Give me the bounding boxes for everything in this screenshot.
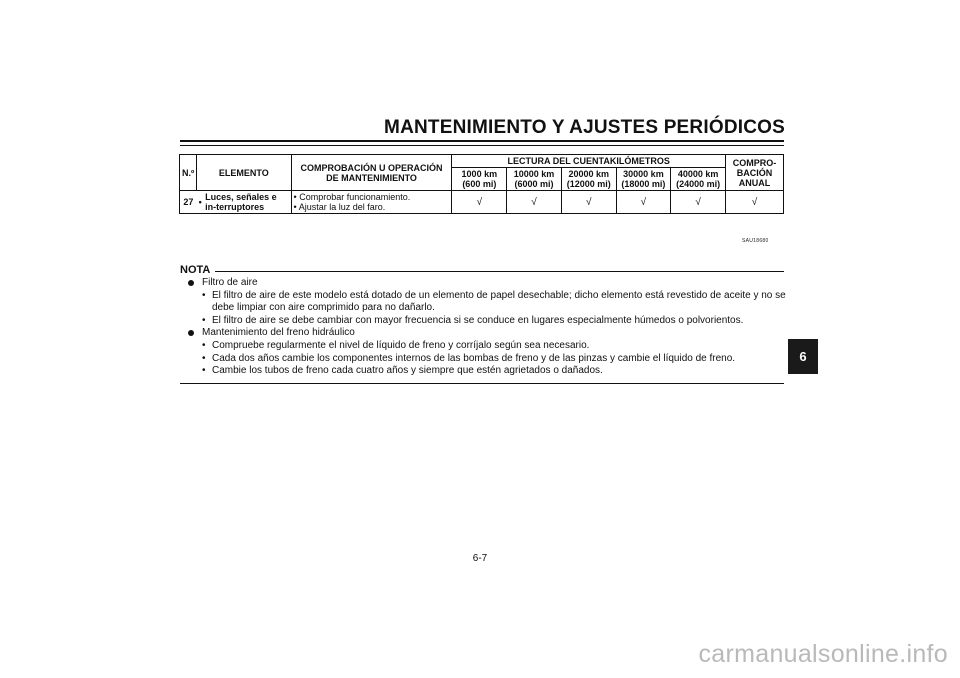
sub-list <box>188 340 788 378</box>
operation-line: • Comprobar funcionamiento. <box>293 192 411 202</box>
chapter-tab: 6 <box>788 339 818 374</box>
check-mark: √ <box>616 191 671 214</box>
bullet-icon <box>188 330 194 336</box>
header-element: ELEMENTO <box>197 155 291 191</box>
header-operation: COMPROBACIÓN U OPERACIÓN DE MANTENIMIENTO <box>291 155 452 191</box>
header-annual: COMPRO-BACIÓN ANUAL <box>725 155 783 191</box>
table-row <box>180 191 784 214</box>
operation-line: • Ajustar la luz del faro. <box>293 202 386 212</box>
reference-code: SAU18680 <box>742 238 769 244</box>
sub-bullet-icon: • <box>202 314 206 326</box>
nota-item-title: Mantenimiento del freno hidráulico <box>202 327 355 339</box>
header-no: N.º <box>180 155 197 191</box>
sub-list-item: • Cada dos años cambie los componentes internos de las bombas de freno y de las pinzas y cambie el líquido de freno. <box>202 352 736 364</box>
row-marker: • <box>197 191 203 214</box>
title-rule <box>180 140 784 142</box>
sub-bullet-icon: • <box>202 365 206 377</box>
check-mark: √ <box>452 191 507 214</box>
sub-list-item: • El filtro de aire se debe cambiar con mayor frecuencia si se conduce en lugares especialmente húmedos o polvorientos. <box>202 314 744 326</box>
nota-rule-bottom <box>180 383 784 384</box>
title-rule-thin <box>180 145 784 146</box>
sub-list <box>188 290 788 328</box>
check-mark: √ <box>671 191 726 214</box>
sub-bullet-icon: • <box>202 339 206 351</box>
page-number: 6-7 <box>472 553 488 564</box>
sub-list-item: • Cambie los tubos de freno cada cuatro años y siempre que estén agrietados o dañados. <box>202 365 603 377</box>
nota-body <box>188 277 788 378</box>
page-title: MANTENIMIENTO Y AJUSTES PERIÓDICOS <box>384 117 785 138</box>
check-mark: √ <box>561 191 616 214</box>
list-item <box>188 277 788 290</box>
watermark: carmanualsonline.info <box>698 640 948 668</box>
sub-bullet-icon: • <box>202 352 206 364</box>
row-number: 27 <box>180 191 197 214</box>
nota-item-title: Filtro de aire <box>202 277 258 288</box>
header-odometer: LECTURA DEL CUENTAKILÓMETROS <box>452 155 726 168</box>
header-interval-4: 30000 km (18000 mi) <box>616 168 671 191</box>
header-interval-5: 40000 km (24000 mi) <box>671 168 726 191</box>
header-interval-3: 20000 km (12000 mi) <box>561 168 616 191</box>
header-interval-1: 1000 km (600 mi) <box>452 168 507 191</box>
maintenance-table <box>179 154 784 214</box>
nota-label: NOTA <box>180 264 211 276</box>
bullet-icon <box>188 280 194 286</box>
table-header-row <box>180 155 784 168</box>
header-interval-2: 10000 km (6000 mi) <box>507 168 562 191</box>
sub-list-item: • Compruebe regularmente el nivel de líquido de freno y corríjalo según sea necesario. <box>202 339 590 351</box>
list-item <box>188 327 788 340</box>
nota-rule <box>215 271 784 272</box>
sub-bullet-icon: • <box>202 289 206 301</box>
sub-list-item: • El filtro de aire de este modelo está dotado de un elemento de papel desechable; dicho elemento está revestido de aceite y no se debe limpiar con aire comprimido para no dañarlo. <box>202 289 786 314</box>
check-mark: √ <box>725 191 783 214</box>
row-element: Luces, señales e in-terruptores <box>203 191 291 214</box>
row-operations <box>291 191 452 214</box>
check-mark: √ <box>507 191 562 214</box>
